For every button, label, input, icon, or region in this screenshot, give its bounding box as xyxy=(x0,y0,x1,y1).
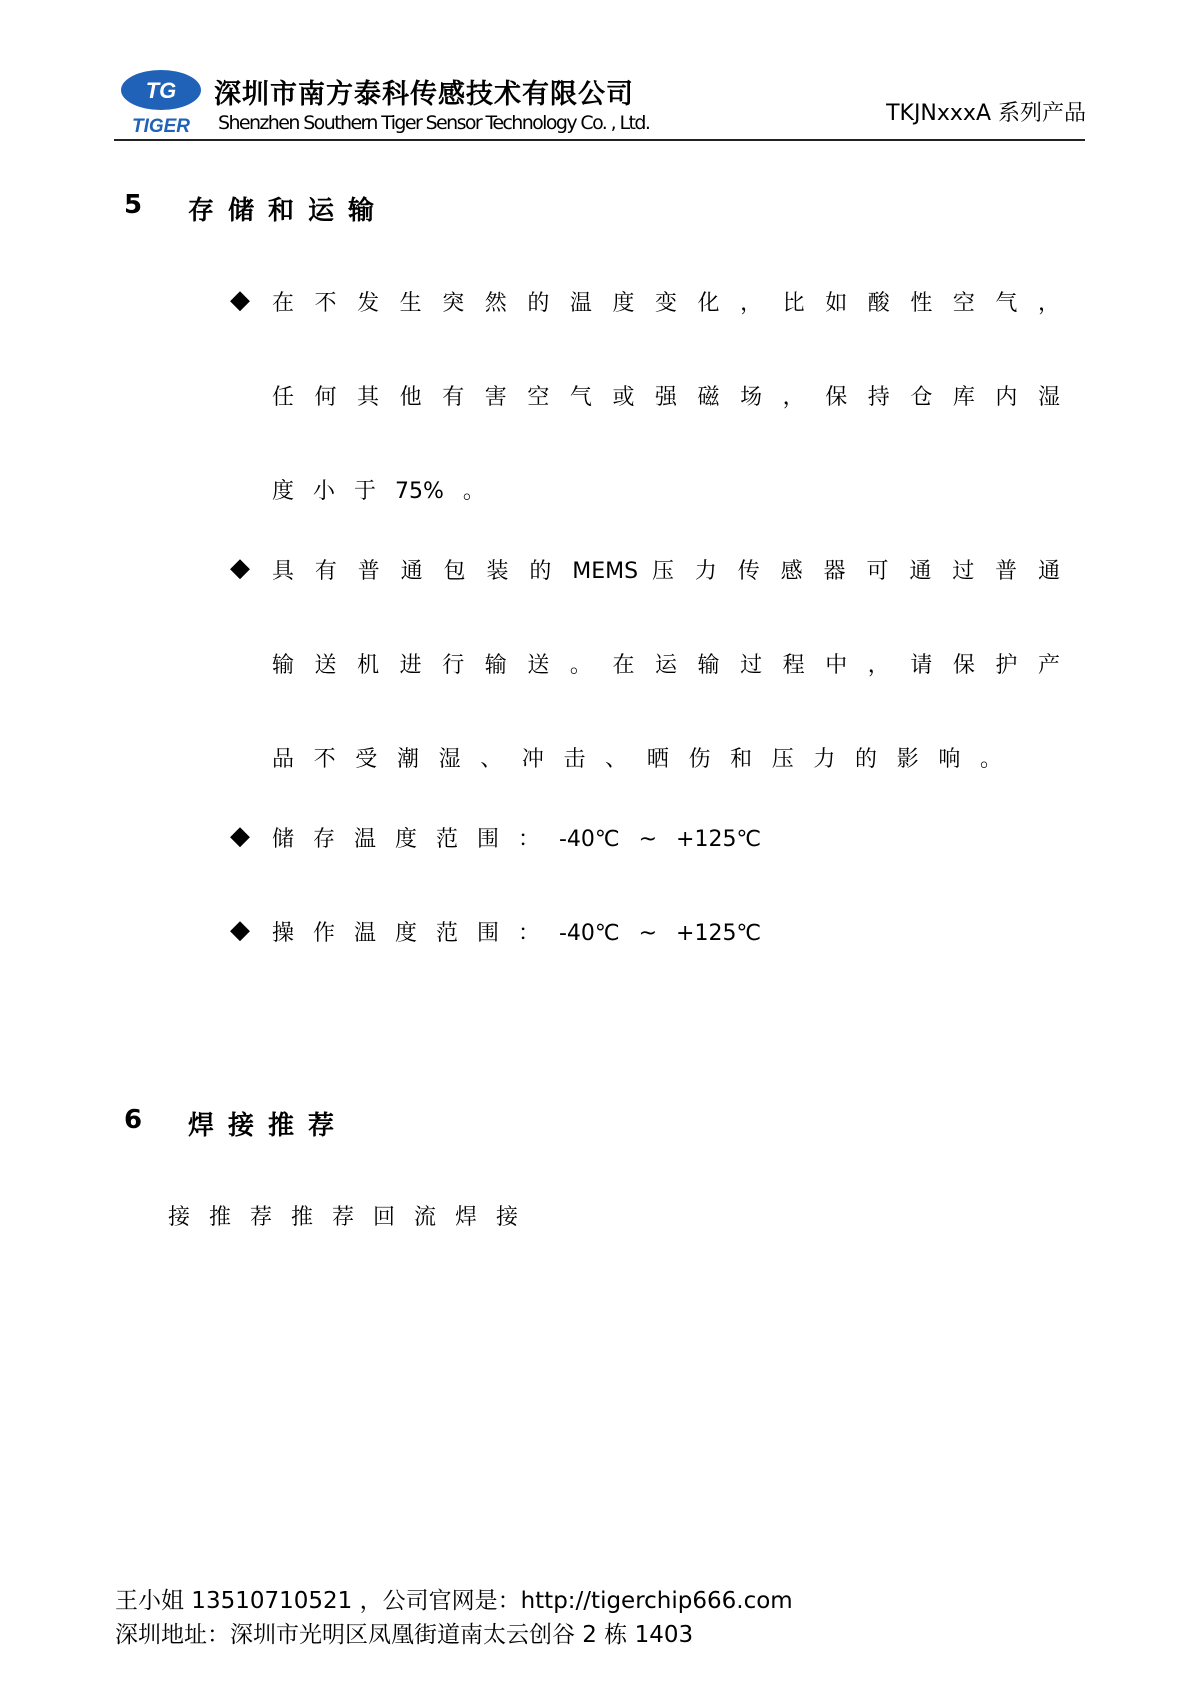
bullet-2-line-2: 输 送 机 进 行 输 送 。 在 运 输 过 程 中 ， 请 保 护 产 xyxy=(272,653,1060,678)
operating-temp-range: 操 作 温 度 范 围 ： -40℃ ~ +125℃ xyxy=(272,921,762,946)
bullet-diamond-icon: ◆ xyxy=(230,821,250,851)
company-name-en: Shenzhen Southern Tiger Sensor Technology Co. , Ltd. xyxy=(218,112,650,134)
footer-contact: 王小姐 13510710521 ，公司官网是：http://tigerchip666.com xyxy=(115,1588,793,1614)
bullet-1-line-1: 在 不 发 生 突 然 的 温 度 变 化 ， 比 如 酸 性 空 气 ， xyxy=(272,291,1060,316)
series-label: TKJNxxxA 系列产品 xyxy=(886,101,1086,126)
bullet-1-line-2: 任 何 其 他 有 害 空 气 或 强 磁 场 ， 保 持 仓 库 内 湿 xyxy=(272,385,1060,410)
tiger-logo-icon xyxy=(118,68,204,138)
section-6-title: 焊接推荐 xyxy=(188,1111,349,1141)
storage-temp-range: 储 存 温 度 范 围 ： -40℃ ~ +125℃ xyxy=(272,827,762,852)
logo-word-text: TIGER xyxy=(131,116,191,137)
bullet-diamond-icon: ◆ xyxy=(230,285,250,315)
section-6-number: 6 xyxy=(124,1105,143,1135)
company-name-cn: 深圳市南方泰科传感技术有限公司 xyxy=(214,79,634,110)
bullet-2-line-3: 品 不 受 潮 湿 、 冲 击 、 晒 伤 和 压 力 的 影 响 。 xyxy=(272,747,1002,772)
footer-address: 深圳地址：深圳市光明区凤凰街道南太云创谷 2 栋 1403 xyxy=(115,1622,694,1648)
bullet-2-line-1: 具 有 普 通 包 装 的 MEMS 压 力 传 感 器 可 通 过 普 通 xyxy=(272,559,1060,584)
logo-mark-text: TG xyxy=(145,78,177,103)
bullet-diamond-icon: ◆ xyxy=(230,915,250,945)
section-6-body: 接推荐推荐回流焊接 xyxy=(168,1205,538,1230)
bullet-1-line-3: 度 小 于 75% 。 xyxy=(272,479,485,504)
header-divider xyxy=(114,139,1085,141)
bullet-diamond-icon: ◆ xyxy=(230,553,250,583)
section-5-number: 5 xyxy=(124,190,143,220)
section-5-title: 存储和运输 xyxy=(188,196,389,226)
